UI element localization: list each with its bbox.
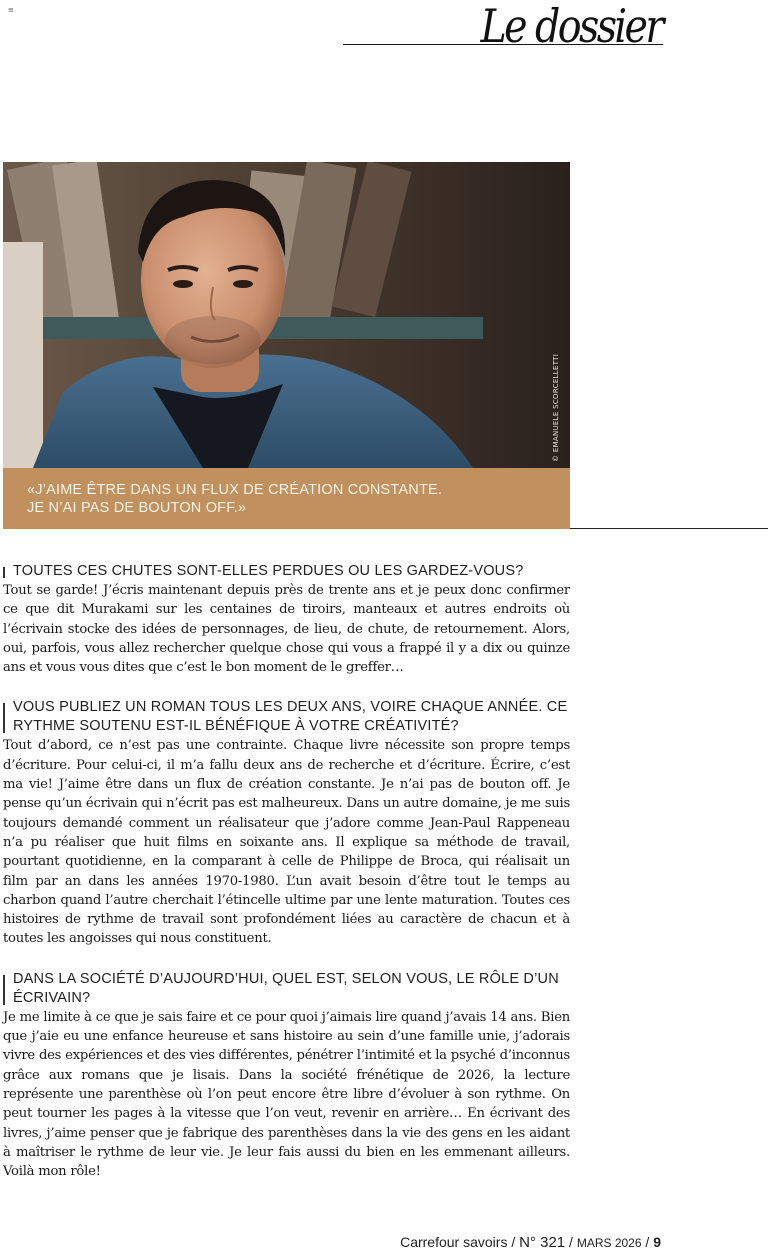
qa-block [3,698,570,948]
issue-number: N° 321 [519,1234,566,1251]
question-marker [3,975,5,1005]
footer-separator: / [645,1234,650,1250]
photo-credit: © EMANUELE SCORCELLETTI [552,353,560,462]
question-marker [3,703,5,733]
interview-body [3,562,570,1181]
footer-separator: / [569,1234,573,1250]
issue-date: MARS 2026 [576,1236,642,1250]
pull-quote-line-1: «J’AIME ÊTRE DANS UN FLUX DE CRÉATION CONSTANTE. [27,482,443,498]
corner-mark: ≡ [8,6,14,14]
page-footer [400,1234,661,1251]
question [3,562,570,581]
section-title: Le dossier [480,0,662,53]
qa-block [3,970,570,1182]
answer: Je me limite à ce que je sais faire et ce pour quoi j’aimais lire quand j’avais 14 ans. Bien que j’aie eu une enfance heureuse et sans histoire au sein d’une famille unie, j’adorais vivre des expériences et des vies différentes, pénétrer l’intimité et la psyché d’inconnus grâce aux romans que je lisais. Dans la société frénétique de 2026, la lecture représente une parenthèse où l’on peut encore être libre d’évoluer à son rythme. On peut tourner les pages à la vitesse que l’on veut, revenir en arrière… En écrivant des livres, j’aime penser que je fabrique des parenthèses dans la vie des gens en les aidant à maîtriser le rythme de leur vie. Je leur fais aussi du bien en les emmenant ailleurs. Voilà mon rôle! [3,1009,570,1180]
pull-quote [27,481,547,517]
question-text: DANS LA SOCIÉTÉ D’AUJOURD’HUI, QUEL EST, SELON VOUS, LE RÔLE D’UN ÉCRIVAIN? [13,970,559,1006]
pull-quote-line-2: JE N’AI PAS DE BOUTON OFF.» [27,500,247,516]
question [3,970,570,1008]
author-photo [3,162,570,468]
question-text: VOUS PUBLIEZ UN ROMAN TOUS LES DEUX ANS, VOIRE CHAQUE ANNÉE. CE RYTHME SOUTENU EST-IL BÉNÉFIQUE À VOTRE CRÉATIVITÉ? [13,699,568,735]
footer-separator: / [511,1234,516,1250]
pull-quote-band [3,468,570,529]
question-text: TOUTES CES CHUTES SONT-ELLES PERDUES OU LES GARDEZ-VOUS? [13,563,524,579]
caption-rule [570,528,768,529]
page-number: 9 [653,1234,661,1250]
question [3,698,570,736]
publication-name: Carrefour savoirs [400,1234,508,1250]
question-marker [3,567,5,578]
answer: Tout se garde! J’écris maintenant depuis près de trente ans et je peux donc confirmer ce que dit Murakami sur les centaines de tiroirs, manteaux et autres endroits où l’écrivain stocke des idées de personnages, de lieu, de chute, de retournement. Alors, oui, parfois, vous allez rechercher quelque chose qui vous a frappé il y a dix ou quinze ans et vous vous dites que c’est le bon moment de le greffer… [3,583,570,676]
qa-block [3,562,570,677]
answer: Tout d’abord, ce n’est pas une contrainte. Chaque livre nécessite son propre temps d’écriture. Pour celui-ci, il m’a fallu deux ans de recherche et d’écriture. Écrire, c’est ma vie! J’aime être dans un flux de création constante. Je n’ai pas de bouton off. Je pense qu’un écrivain qui n’écrit pas est malheureux. Dans un autre domaine, je me suis toujours demandé comment un réalisateur que j’adore comme Jean-Paul Rappeneau n’a pu réaliser que huit films en soixante ans. Il explique sa méthode de travail, pourtant quotidienne, en la comparant à celle de Philippe de Broca, qui réalisait un film par an dans les années 1970-1980. L’un avait besoin d’être tout le temps au charbon quand l’autre cherchait l’étincelle ultime par une lente maturation. Toutes ces histoires de rythme de travail sont profondément liées au caractère de chacun et à toutes les angoisses qui nous constituent. [3,738,570,947]
